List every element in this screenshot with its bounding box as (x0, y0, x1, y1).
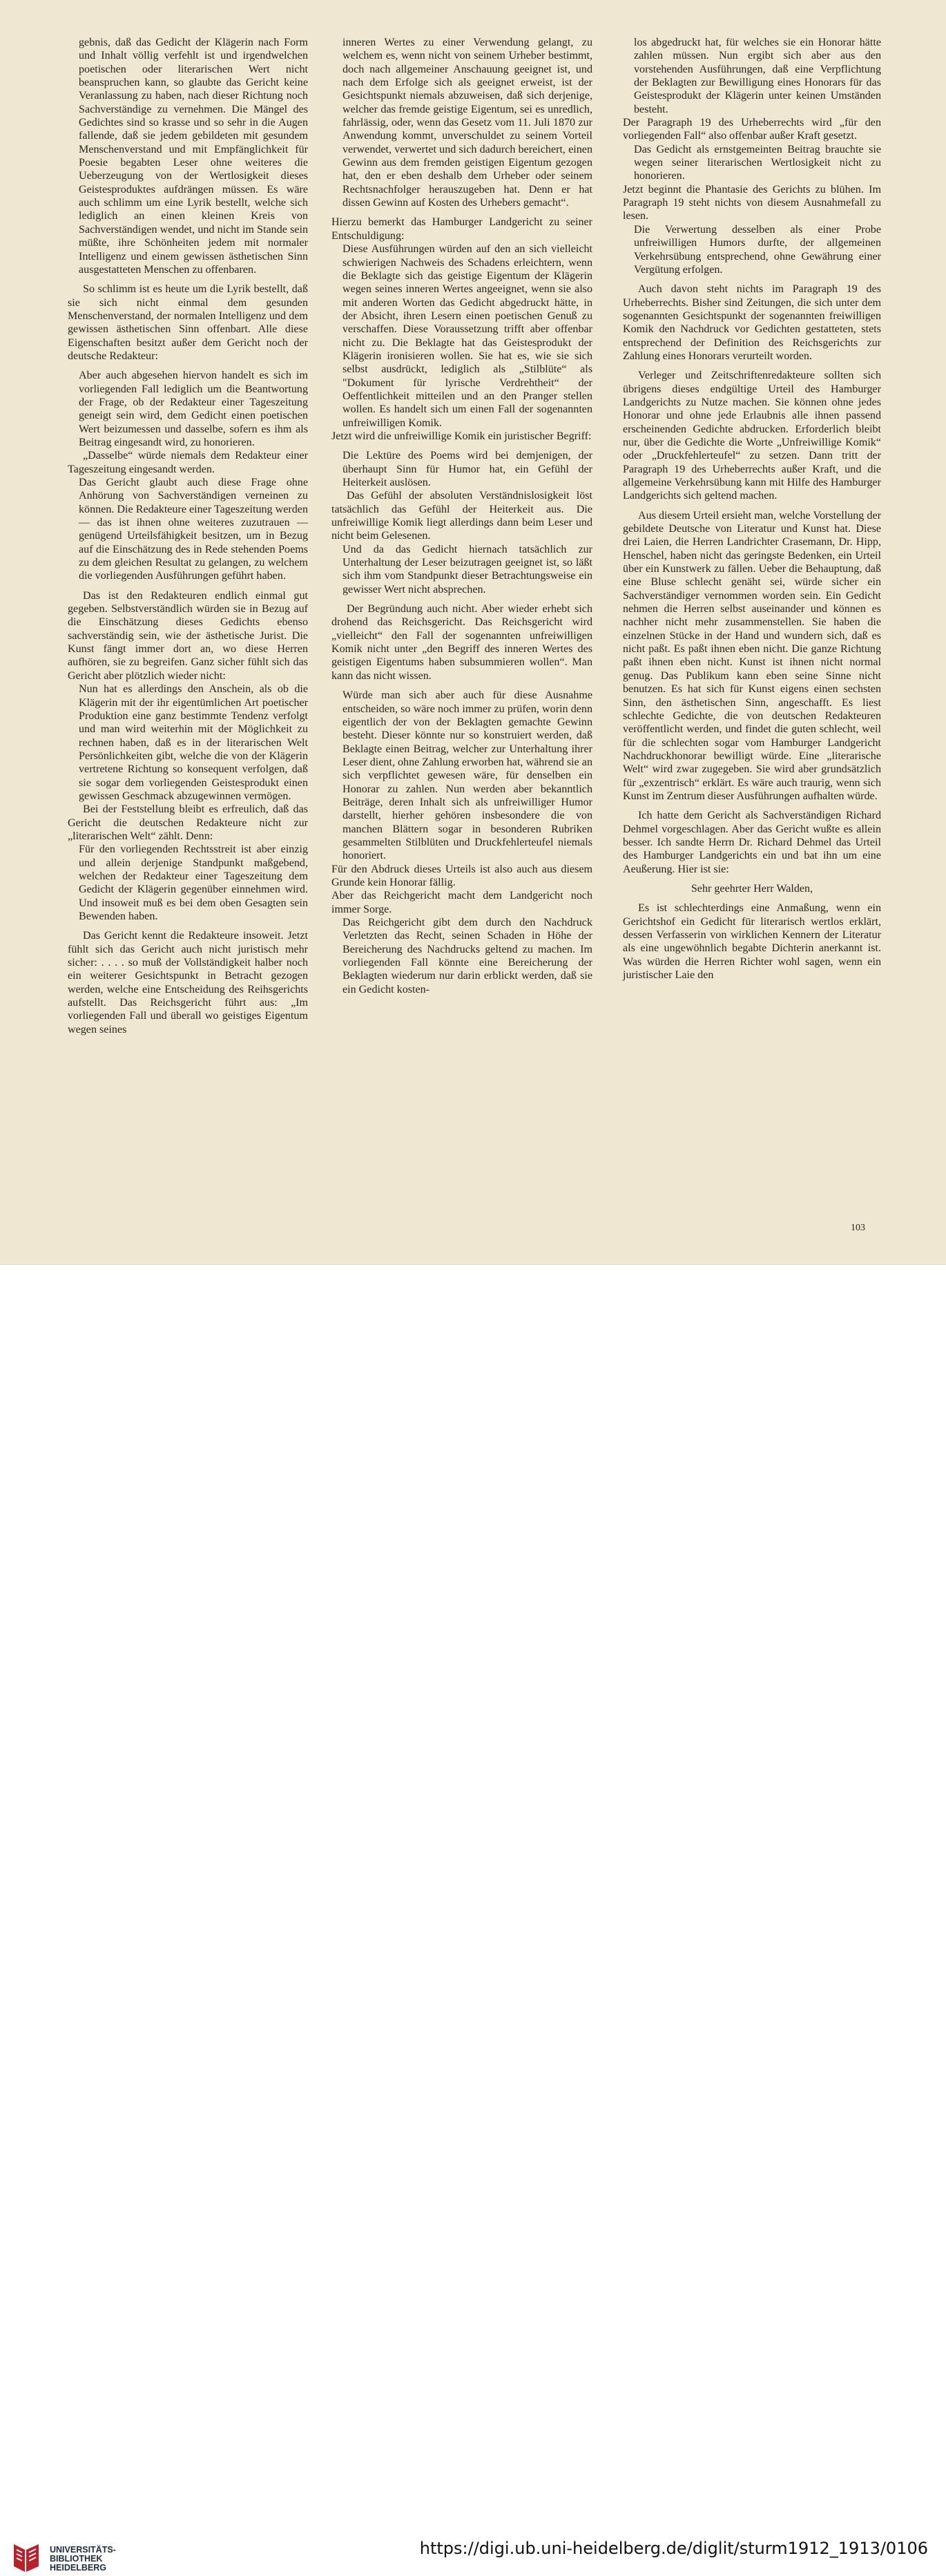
paragraph: Und da das Gedicht hiernach tatsächlich zur Unterhaltung der Leser beizutragen geeignet ist, so läßt sich ihm vom Standpunkt dieser Betrachtungsweise ein gewisser Wert nicht absprechen. (342, 543, 592, 595)
footer-bar (0, 1264, 946, 2573)
text-column-right (623, 36, 881, 982)
paragraph: Verleger und Zeitschriftenredakteure sollten sich übrigens dieses endgültige Urteil des Hamburger Landgerichts zu Nutze machen. Sie können ohne jedes Honorar und ohne jede Erlaubnis alle ihnen passend erscheinenden Gedichte abdrucken. Erforderlich bleibt nur, über die Gedichte die Worte „Unfreiwillige Komik“ oder „Druckfehlerteufel“ zu setzen. Dann tritt der Paragraph 19 des Urheberrechts außer Kraft, und die allgemeine Verkehrsübung kann mit Hilfe des Hamburger Landgerichts sich geltend machen. (623, 370, 881, 502)
paragraph: Das Gefühl der absoluten Verständnislosigkeit löst tatsächlich das Gefühl der Heiterkeit aus. Die unfreiwillige Komik liegt allerdings dann beim Leser und nicht beim Gelesenen. (331, 490, 592, 542)
paragraph: Das ist den Redakteuren endlich einmal gut gegeben. Selbstverständlich würden sie in Bezug auf die Einschätzung dieses Gedichts ebenso sachverständig sein, wie der ästhetische Jurist. Die Kunst fängt immer dort an, wo diese Herren aufhören, sie zu begreifen. Ganz sicher fühlt sich das Gericht aber plötzlich wieder nicht: (68, 589, 308, 682)
university-library-logo-icon[interactable] (11, 2540, 41, 2576)
paragraph: Diese Ausführungen würden auf den an sich vielleicht schwierigen Nachweis des Schadens erleichtern, wenn die Beklagte sich das geistige Eigentum der Klägerin wegen seines inneren Wertes angeeignet, wenn sie also mit anderen Worten das Gedicht abgedruckt hätte, in der Absicht, ihren Lesern einen poetischen Genuß zu verschaffen. Diese Voraussetzung trifft aber offenbar nicht zu. Die Beklagte hat das Geistesprodukt der Klägerin ironisieren wollen. Sie hat es, wie sie sich selbst ausdrückt, lediglich als „Stilblüte“ als "Dokument für lyrische Verdrehtheit“ der Oeffentlichkeit mitteilen und an den Pranger stellen wollen. Es handelt sich um einen Fall der sogenannten unfreiwilligen Komik. (342, 243, 592, 429)
library-name-line: UNIVERSITÄTS- (50, 2545, 116, 2555)
paragraph: Ich hatte dem Gericht als Sachverständigen Richard Dehmel vorgeschlagen. Aber das Gericht wußte es allein besser. Ich sandte Herrn Dr. Richard Dehmel das Urteil des Hamburger Landgerichts ein und bat ihn um eine Aeußerung. Hier ist sie: (623, 810, 881, 875)
paragraph: Das Gedicht als ernstgemeinten Beitrag brauchte sie wegen seiner literarischen Wertlosigkeit nicht zu honorieren. (634, 143, 881, 182)
paragraph: inneren Wertes zu einer Verwendung gelangt, zu welchem es, wenn nicht von seinem Urheber bestimmt, doch nach allgemeiner Anschauung geeignet ist, und nach dem Erfolge sich als geeignet erweist, ist der Gesichtspunkt niemals abzuweisen, daß sich derjenige, welcher das fremde geistige Eigentum, sei es unredlich, fahrlässig, oder, wenn das Gesetz vom 11. Juli 1870 zur Anwendung kommt, unverschuldet zu seinem Vorteil verwendet, verwertet und sich dadurch bereichert, einen Gewinn aus dem fremden geistigen Eigentum gezogen hat, den er eben deshalb dem Urheber oder seinem Rechtsnachfolger herauszugeben hat. Denn er hat dissen Gewinn auf Kosten des Urhebers gemacht“. (342, 37, 592, 209)
paragraph: Die Verwertung desselben als einer Probe unfreiwilligen Humors durfte, der allgemeinen Verkehrsübung entsprechend, ohne Gewährung einer Vergütung erfolgen. (634, 223, 881, 276)
page-number: 103 (851, 1223, 865, 1233)
paragraph: Würde man sich aber auch für diese Ausnahme entscheiden, so wäre noch immer zu prüfen, worin denn eigentlich der von der Beklagten gemachte Gewinn besteht. Dieser könnte nur so konstruiert werden, daß Beklagte einen Beitrag, welcher zur Unterhaltung ihrer Leser dient, ohne Zahlung erworben hat, während sie an sich verpflichtet gewesen wäre, für denselben ein Honorar zu zahlen. Nun werden aber bekanntlich Beiträge, deren Inhalt sich als unfreiwilliger Humor darstellt, hierher gehören insbesondere die von manchen Blättern sogar in besonderen Rubriken gesammelten Stilblüten und Druckfehlerteufel niemals honoriert. (342, 689, 592, 862)
paragraph: Bei der Feststellung bleibt es erfreulich, daß das Gericht die deutschen Redakteure nicht zur „literarischen Welt“ zählt. Denn: (68, 803, 308, 842)
paragraph: Der Paragraph 19 des Urheberrechts wird „für den vorliegenden Fall“ also offenbar außer Kraft gesetzt. (623, 117, 881, 142)
paragraph: So schlimm ist es heute um die Lyrik bestellt, daß sie sich nicht einmal dem gesunden Menschenverstand, der normalen Intelligenz und dem gewissen ästhetischen Sinn offenbart. Alle diese Eigenschaften besitzt außer dem Gericht noch der deutsche Redakteur: (68, 283, 308, 362)
library-name[interactable] (50, 2546, 116, 2573)
paragraph: Für den Abdruck dieses Urteils ist also auch aus diesem Grunde kein Honorar fällig. (331, 863, 592, 888)
paragraph: Das Gericht glaubt auch diese Frage ohne Anhörung von Sachverständigen verneinen zu können. Die Redakteure einer Tageszeitung werden — das ist ihnen ohne weiteres zuzutrauen — genügend Urteilsfähigkeit besitzen, um in Bezug auf die Einschätzung des in Rede stehenden Poems zu dem gleichen Resultat zu gelangen, zu welchem die vorliegenden Ausführungen geführt haben. (79, 477, 308, 582)
paragraph: Aber auch abgesehen hiervon handelt es sich im vorliegenden Fall lediglich um die Beantwortung der Frage, ob der Redakteur einer Tageszeitung geneigt sein wird, dem Gedicht einen poetischen Wert beizumessen und dasselbe, sofern es ihm als Beitrag eingesandt wird, zu honorieren. (79, 370, 308, 448)
paragraph: Es ist schlechterdings eine Anmaßung, wenn ein Gerichtshof ein Gedicht für literarisch wertlos erklärt, dessen Verfasserin von wirklichen Kennern der Literatur als eine ungewöhnlich begabte Dichterin anerkannt ist. Was würden die Herren Richter wohl sagen, wenn ein juristischer Laie den (623, 902, 881, 982)
paragraph: Nun hat es allerdings den Anschein, als ob die Klägerin mit der ihr eigentümlichen Art poetischer Produktion eine ganz bestimmte Tendenz verfolgt und man wird weiterhin mit der Möglichkeit zu rechnen haben, daß es in der literarischen Welt Persönlichkeiten gibt, welche die von der Klägerin vertretene Richtung so konsequent verfolgen, daß sie sogar dem vorliegenden Geistesprodukt einen gewissen Geschmack abzugewinnen vermögen. (79, 683, 308, 802)
scanned-page (0, 0, 946, 1264)
paragraph: los abgedruckt hat, für welches sie ein Honorar hätte zahlen müssen. Nun ergibt sich aber aus den vorstehenden Ausführungen, daß eine Verpflichtung der Beklagten zur Bewilligung eines Honorars für das Geistesprodukt der Klägerin unter keinen Umständen besteht. (634, 37, 881, 115)
paragraph: Die Lektüre des Poems wird bei demjenigen, der überhaupt Sinn für Humor hat, ein Gefühl der Heiterkeit auslösen. (342, 450, 592, 488)
permalink-url[interactable]: https://digi.ub.uni-heidelberg.de/diglit/sturm1912_1913/0106 (419, 2539, 928, 2558)
library-name-line: HEIDELBERG (50, 2563, 106, 2573)
paragraph: Das Reichgericht gibt dem durch den Nachdruck Verletzten das Recht, seinen Schaden in Höhe der Bereicherung des Nachdrucks geltend zu machen. Im vorliegenden Fall könnte eine Bereicherung der Beklagten wiederum nur darin erblickt werden, daß sie ein Gedicht kosten- (342, 917, 592, 995)
paragraph: Auch davon steht nichts im Paragraph 19 des Urheberrechts. Bisher sind Zeitungen, die sich unter dem sogenannten Gesichtspunkt der sogenannten freiwilligen Komik den Nachdruck vor Gedichten gestatteten, stets entsprechend der Definition des Reichsgerichts zur Zahlung eines Honorars verurteilt worden. (623, 283, 881, 362)
text-column-middle (331, 36, 592, 996)
paragraph: Für den vorliegenden Rechtsstreit ist aber einzig und allein derjenige Standpunkt maßgebend, welchen der Redakteur einer Tageszeitung dem Gedicht der Klägerin gegenüber einnehmen wird. Und insoweit muß es bei dem oben Gesagten sein Bewenden haben. (79, 843, 308, 922)
paragraph: Das Gericht kennt die Redakteure insoweit. Jetzt fühlt sich das Gericht auch nicht juristisch mehr sicher: . . . . so muß der Vollständigkeit halber noch ein weiterer Gesichtspunkt in Betracht gezogen werden, welche eine Entscheidung des Reihsgerichts aufstellt. Das Reichsgericht führt aus: „Im vorliegenden Fall und überall wo geistiges Eigentum wegen seines (68, 930, 308, 1036)
text-column-left (68, 36, 308, 1036)
paragraph: Sehr geehrter Herr Walden, (691, 882, 813, 895)
paragraph: Aber das Reichgericht macht dem Landgericht noch immer Sorge. (331, 890, 592, 915)
paragraph: Jetzt beginnt die Phantasie des Gerichts zu blühen. Im Paragraph 19 steht nichts von diesem Ausnahmefall zu lesen. (623, 183, 881, 222)
paragraph: Aus diesem Urteil ersieht man, welche Vorstellung der gebildete Deutsche von Literatur und Kunst hat. Diese drei Laien, die Herren Landrichter Crasemann, Dr. Hipp, Henschel, haben nicht das geringste Bedenken, ein Urteil über ein Kunstwerk zu fällen. Ueber die Behauptung, daß eine Bluse schlecht genäht sei, würde sicher ein Sachverständiger vernommen worden sein. Ein Gedicht nehmen die Herren selbst auseinander und können es nachher nicht mehr zusammenstellen. Sie haben die einzelnen Stücke in der Hand und wundern sich, daß es nicht paßt. Es paßt ihnen eben nicht. Die ganze Richtung paßt ihnen eben nicht. Kunst ist ihnen nicht normal genug. Das Publikum kann eben seine Sinne nicht benutzen. Es hat sich für Kunst eigens einen sechsten Sinn, den ästhetischen Sinn, angeschafft. Es liest schlechte Gedichte, die von deutschen Redakteuren veröffentlicht werden, und findet die guten schlecht, weil für die schlechten sogar vom Hamburger Landgericht Nachdruckhonorar bewilligt würde. Eine „literarische Welt“ wird zwar zugegeben. Sie wird aber grundsätzlich für „exzentrisch“ erklärt. Es wäre auch traurig, wenn sich Kunst im Zentrum dieser Ausführungen aufhalten würde. (623, 509, 881, 802)
paragraph: gebnis, daß das Gedicht der Klägerin nach Form und Inhalt völlig verfehlt ist und irgendwelchen poetischen oder literarischen Wert nicht beanspruchen kann, so glaubte das Gericht keine Veranlassung zu haben, nach dieser Richtung noch Sachverständige zu vernehmen. Die Mängel des Gedichtes sind so krasse und so sehr in die Augen fallende, daß sie jedem gebildeten mit gesundem Menschenverstand und mit Empfänglichkeit für Poesie begabten Leser ohne weiteres die Ueberzeugung von der Wertlosigkeit dieses Geistesproduktes aufdrängen müssen. Es wäre auch schlimm um eine Lyrik bestellt, welche sich lediglich an einen kleinen Kreis von Sachverständigen wendet, und nicht im Stande sein müßte, ihre Schönheiten jedem mit normaler Intelligenz und einem gewissen ästhetischen Sinn ausgestatteten Menschen zu offenbaren. (79, 37, 308, 276)
paragraph: Der Begründung auch nicht. Aber wieder erhebt sich drohend das Reichsgericht. Das Reichsgericht wird „vielleicht“ den Fall der sogenannten unfreiwilligen Komik nicht unter „den Begriff des inneren Wertes des geistigen Eigentums haben subsummieren wollen“. Man kann das nicht wissen. (331, 603, 592, 682)
library-name-line: BIBLIOTHEK (50, 2554, 103, 2564)
paragraph: „Dasselbe“ würde niemals dem Redakteur einer Tageszeitung eingesandt werden. (68, 450, 308, 475)
paragraph: Hierzu bemerkt das Hamburger Landgericht zu seiner Entschuldigung: (331, 216, 592, 242)
paragraph: Jetzt wird die unfreiwillige Komik ein juristischer Begriff: (331, 430, 592, 442)
